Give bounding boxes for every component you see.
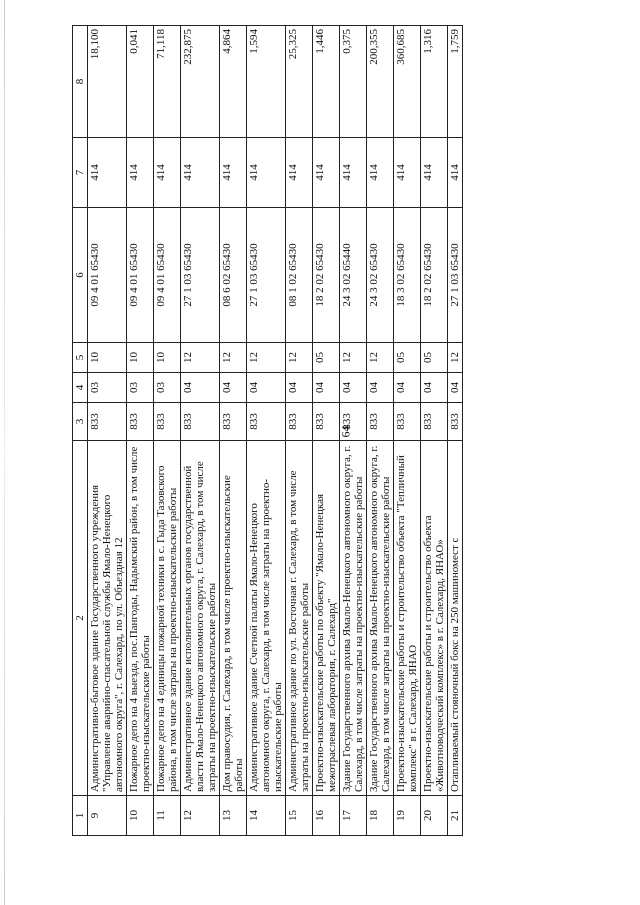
code-section: 03	[154, 373, 181, 403]
table-row	[448, 26, 463, 836]
code-target: 27 1 03 65430	[181, 208, 220, 343]
column-header: 1	[73, 796, 88, 836]
code-section: 04	[313, 373, 340, 403]
row-number: 16	[313, 796, 340, 836]
code-subsection: 12	[367, 343, 394, 373]
row-number: 18	[367, 796, 394, 836]
code-target: 18 2 02 65430	[313, 208, 340, 343]
object-name: Административно-бытовое здание Государственного учреждения "Управление аварийно-спасательной службы Ямало-Ненецкого автономного округа", г. Салехард, по ул. Объездная 12	[88, 441, 127, 796]
code-ministry: 833	[88, 403, 127, 441]
code-target: 09 4 01 65430	[127, 208, 154, 343]
code-section: 04	[247, 373, 286, 403]
table-row	[154, 26, 181, 836]
code-ministry: 833	[127, 403, 154, 441]
column-header: 3	[73, 403, 88, 441]
code-subsection: 10	[88, 343, 127, 373]
table-row	[88, 26, 127, 836]
code-target: 27 1 03 65430	[448, 208, 463, 343]
code-subsection: 12	[340, 343, 367, 373]
code-subsection: 05	[394, 343, 421, 373]
amount: 0,375	[340, 26, 367, 138]
row-number: 11	[154, 796, 181, 836]
object-name: Здание Государственного архива Ямало-Ненецкого автономного округа, г. Салехард, в том числе затраты на проектно-изыскательские работы	[367, 441, 394, 796]
code-target: 18 2 02 65430	[421, 208, 448, 343]
code-subsection: 05	[421, 343, 448, 373]
page-number: 64	[338, 425, 353, 438]
code-ministry: 833	[340, 403, 367, 441]
object-name: Здание Государственного архива Ямало-Ненецкого автономного округа, г. Салехард, в том числе затраты на проектно-изыскательские работы	[340, 441, 367, 796]
code-section: 03	[127, 373, 154, 403]
row-number: 20	[421, 796, 448, 836]
code-target: 09 4 01 65430	[154, 208, 181, 343]
column-header: 8	[73, 26, 88, 138]
code-section: 04	[448, 373, 463, 403]
table-row	[181, 26, 220, 836]
table-row	[421, 26, 448, 836]
code-target: 24 3 02 65440	[340, 208, 367, 343]
amount: 4,864	[220, 26, 247, 138]
column-header: 7	[73, 138, 88, 208]
code-type: 414	[313, 138, 340, 208]
code-section: 03	[88, 373, 127, 403]
code-ministry: 833	[181, 403, 220, 441]
row-number: 10	[127, 796, 154, 836]
table-body	[88, 26, 463, 836]
code-target: 09 4 01 65430	[88, 208, 127, 343]
code-type: 414	[154, 138, 181, 208]
amount: 25,325	[286, 26, 313, 138]
table-row	[313, 26, 340, 836]
amount: 232,875	[181, 26, 220, 138]
code-section: 04	[220, 373, 247, 403]
column-header: 2	[73, 441, 88, 796]
code-type: 414	[220, 138, 247, 208]
amount: 18,100	[88, 26, 127, 138]
code-section: 04	[340, 373, 367, 403]
code-subsection: 12	[286, 343, 313, 373]
code-type: 414	[367, 138, 394, 208]
object-name: Административное здание Счетной палаты Ямало-Ненецкого автономного округа, г. Салехард, в том числе затраты на проектно-изыскательские работы	[247, 441, 286, 796]
code-ministry: 833	[247, 403, 286, 441]
amount: 1,446	[313, 26, 340, 138]
amount: 200,355	[367, 26, 394, 138]
row-number: 9	[88, 796, 127, 836]
row-number: 12	[181, 796, 220, 836]
row-number: 14	[247, 796, 286, 836]
code-section: 04	[394, 373, 421, 403]
row-number: 15	[286, 796, 313, 836]
table-row	[340, 26, 367, 836]
code-type: 414	[127, 138, 154, 208]
object-name: Проектно-изыскательские работы по объекту "Ямало-Ненецкая межотраслевая лаборатория, г. Салехард"	[313, 441, 340, 796]
table-row	[394, 26, 421, 836]
code-section: 04	[421, 373, 448, 403]
row-number: 17	[340, 796, 367, 836]
code-ministry: 833	[394, 403, 421, 441]
object-name: Проектно-изыскательские работы и строительство объекта "Тепличный комплекс" в г. Салехард, ЯНАО	[394, 441, 421, 796]
code-type: 414	[340, 138, 367, 208]
table-row	[286, 26, 313, 836]
code-subsection: 10	[154, 343, 181, 373]
table-row	[127, 26, 154, 836]
code-target: 18 3 02 65430	[394, 208, 421, 343]
amount: 1,759	[448, 26, 463, 138]
code-type: 414	[448, 138, 463, 208]
object-name: Административное здание по ул. Восточная г. Салехард, в том числе затраты на проектно-изыскательские работы	[286, 441, 313, 796]
object-name: Отапливаемый стояночный бокс на 250 машиномест с	[448, 441, 463, 796]
scan-edge	[4, 0, 5, 905]
row-number: 13	[220, 796, 247, 836]
code-ministry: 833	[220, 403, 247, 441]
column-header: 5	[73, 343, 88, 373]
amount: 360,685	[394, 26, 421, 138]
object-name: Административное здание исполнительных органов государственной власти Ямало-Ненецкого автономного округа, г. Салехард, в том числе затраты на проектно-изыскательские работы	[181, 441, 220, 796]
table-row	[247, 26, 286, 836]
amount: 1,316	[421, 26, 448, 138]
row-number: 21	[448, 796, 463, 836]
object-name: Проектно-изыскательские работы и строительство объекта «Животноводческий комплекс» в г. Салехард, ЯНАО»	[421, 441, 448, 796]
code-section: 04	[367, 373, 394, 403]
code-subsection: 10	[127, 343, 154, 373]
code-subsection: 05	[313, 343, 340, 373]
code-target: 08 6 02 65430	[220, 208, 247, 343]
code-subsection: 12	[247, 343, 286, 373]
row-number: 19	[394, 796, 421, 836]
code-section: 04	[181, 373, 220, 403]
code-ministry: 833	[313, 403, 340, 441]
code-subsection: 12	[220, 343, 247, 373]
code-target: 08 1 02 65430	[286, 208, 313, 343]
code-section: 04	[286, 373, 313, 403]
amount: 1,594	[247, 26, 286, 138]
table-row	[220, 26, 247, 836]
amount: 0,041	[127, 26, 154, 138]
code-type: 414	[394, 138, 421, 208]
header-row	[73, 26, 88, 836]
code-type: 414	[88, 138, 127, 208]
amount: 71,118	[154, 26, 181, 138]
budget-table	[72, 25, 463, 836]
column-header: 6	[73, 208, 88, 343]
code-ministry: 833	[367, 403, 394, 441]
code-type: 414	[421, 138, 448, 208]
code-ministry: 833	[448, 403, 463, 441]
code-type: 414	[286, 138, 313, 208]
object-name: Пожарное депо на 4 выезда, пос.Пангоды, Надымский район, в том числе проектно-изыскательские работы	[127, 441, 154, 796]
column-header: 4	[73, 373, 88, 403]
code-ministry: 833	[154, 403, 181, 441]
code-ministry: 833	[421, 403, 448, 441]
code-type: 414	[181, 138, 220, 208]
object-name: Пожарное депо на 4 единицы пожарной техники в с. Гыда Тазовского района, в том числе затраты на проектно-изыскательские работы	[154, 441, 181, 796]
code-subsection: 12	[181, 343, 220, 373]
table-row	[367, 26, 394, 836]
object-name: Дом правосудия, г. Салехард, в том числе проектно-изыскательские работы	[220, 441, 247, 796]
code-type: 414	[247, 138, 286, 208]
code-target: 24 3 02 65430	[367, 208, 394, 343]
code-ministry: 833	[286, 403, 313, 441]
code-subsection: 12	[448, 343, 463, 373]
rotated-table-sheet	[72, 26, 604, 836]
code-target: 27 1 03 65430	[247, 208, 286, 343]
